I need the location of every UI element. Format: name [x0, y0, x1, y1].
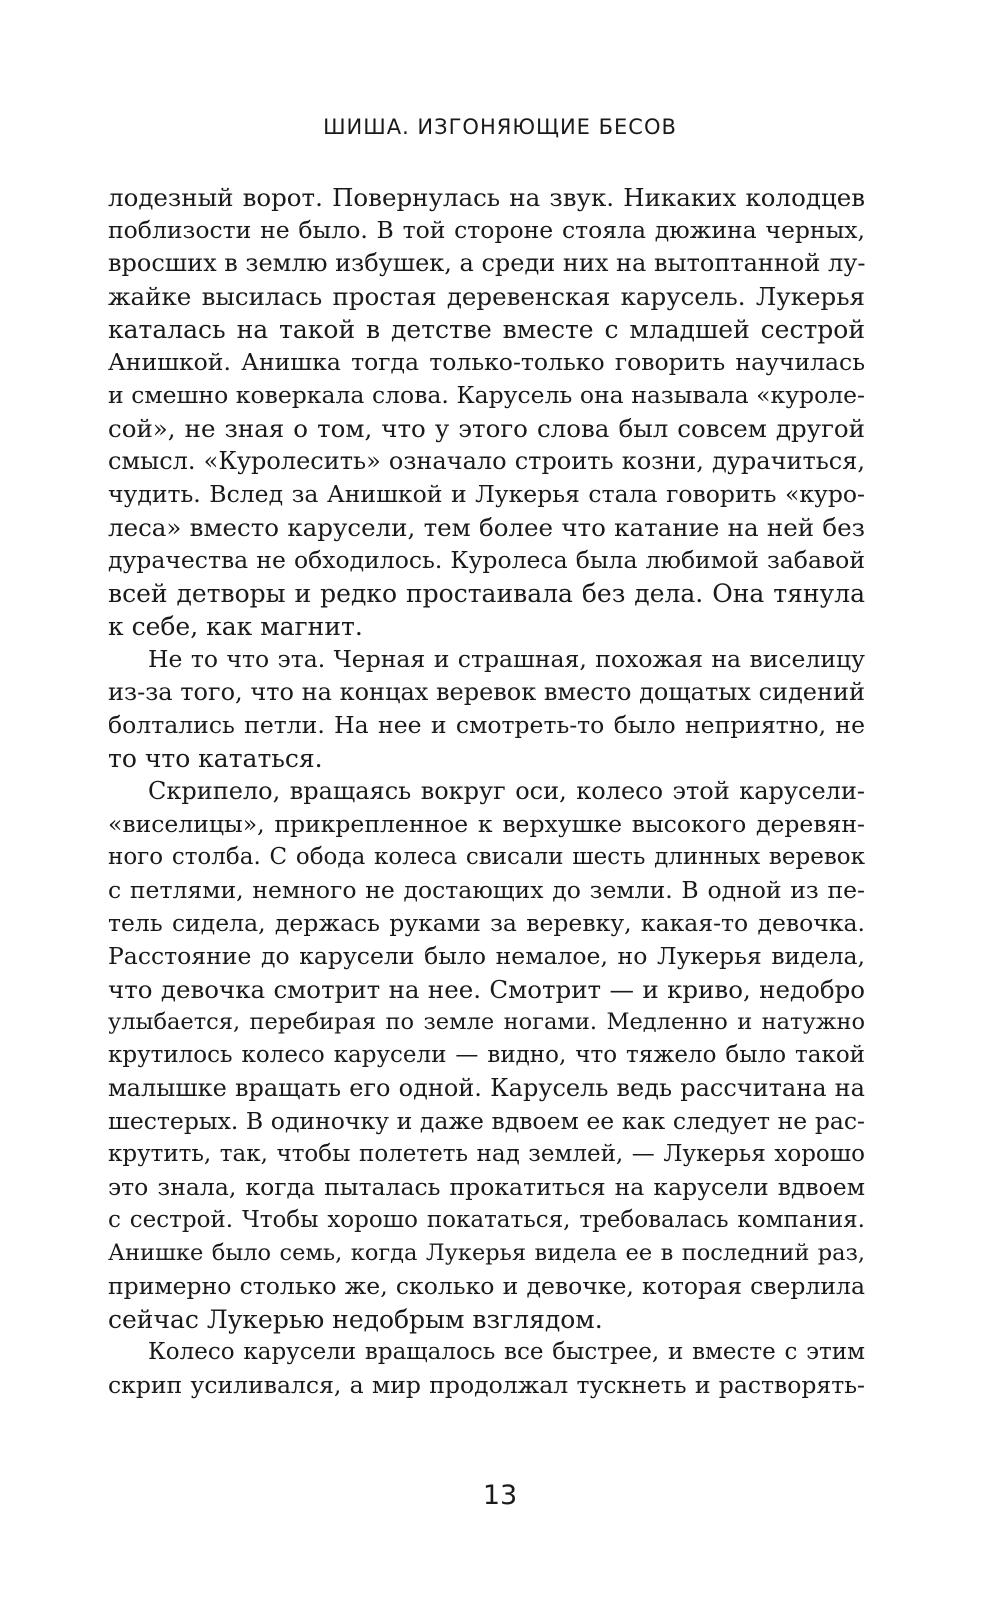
page-number: 13: [482, 1480, 518, 1511]
running-head-title: ШИША. ИЗГОНЯЮЩИЕ БЕСОВ: [323, 115, 677, 139]
text-line: к себе, как магнит.: [108, 612, 363, 641]
text-line: улыбается, перебирая по земле ногами. Медленно и натужно: [108, 1009, 865, 1035]
text-line: с сестрой. Чтобы хорошо покататься, требовалась компания.: [108, 1207, 865, 1233]
text-line: ного столба. С обода колеса свисали шесть длинных веревок: [108, 844, 865, 870]
text-line: болтались петли. На нее и смотреть-то было неприятно, не: [108, 711, 865, 739]
text-line: то что кататься.: [108, 744, 323, 773]
text-line: леса» вместо карусели, тем более что катание на ней без: [108, 513, 865, 542]
text-line: и смешно коверкала слова. Карусель она называла «куроле-: [108, 381, 865, 409]
text-line: всей детворы и редко простаивала без дела. Она тянула: [108, 579, 865, 608]
text-line: смысл. «Куролесить» означало строить козни, дурачиться,: [108, 447, 865, 475]
text-line: Расстояние до карусели было немалое, но Лукерья видела,: [108, 942, 865, 970]
text-line: это знала, когда пыталась прокатиться на карусели вдвоем: [108, 1173, 865, 1201]
text-line: лодезный ворот. Повернулась на звук. Никаких колодцев: [108, 183, 865, 212]
text-line: Скрипело, вращаясь вокруг оси, колесо этой карусели-: [148, 777, 865, 805]
text-line: малышке вращать его одной. Карусель ведь рассчитана на: [108, 1074, 865, 1102]
text-line: крутилось колесо карусели — видно, что тяжело было такой: [108, 1042, 865, 1068]
text-line: поблизости не было. В той стороне стояла дюжина черных,: [108, 216, 865, 244]
text-line: сейчас Лукерью недобрым взглядом.: [108, 1305, 603, 1334]
text-line: что девочка смотрит на нее. Смотрит — и криво, недобро: [108, 975, 865, 1004]
text-line: сой», не зная о том, что у этого слова был совсем другой: [108, 414, 865, 443]
text-line: с петлями, немного не достающих до земли. В одной из пе-: [108, 876, 865, 904]
text-line: тель сидела, держась руками за веревку, какая-то девочка.: [108, 909, 865, 937]
text-line: примерно столько же, сколько и девочке, которая сверлила: [108, 1272, 865, 1300]
text-line: Анишкой. Анишка тогда только-только говорить научилась: [108, 348, 865, 376]
text-line: чудить. Вслед за Анишкой и Лукерья стала говорить «куро-: [108, 480, 865, 508]
text-line: жайке высилась простая деревенская карусель. Лукерья: [108, 282, 865, 311]
text-line: шестерых. В одиночку и даже вдвоем ее как следует не рас-: [108, 1107, 865, 1135]
text-line: Колесо карусели вращалось все быстрее, и вместе с этим: [148, 1339, 865, 1365]
text-line: скрип усиливался, а мир продолжал тускнеть и растворять-: [108, 1371, 865, 1399]
page-body-text: [108, 181, 865, 1402]
text-line: из-за того, что на концах веревок вместо дощатых сидений: [108, 678, 865, 706]
text-line: Не то что эта. Черная и страшная, похожая на виселицу: [148, 645, 865, 673]
text-line: вросших в землю избушек, а среди них на вытоптанной лу-: [108, 249, 866, 277]
text-line: Анишке было семь, когда Лукерья видела ее в последний раз,: [108, 1240, 865, 1266]
text-line: крутить, так, чтобы полететь над землей, — Лукерья хорошо: [108, 1141, 865, 1167]
text-line: дурачества не обходилось. Куролеса была любимой забавой: [108, 546, 865, 574]
text-line: каталась на такой в детстве вместе с младшей сестрой: [108, 315, 865, 344]
text-line: «виселицы», прикрепленное к верхушке высокого деревян-: [108, 810, 865, 838]
